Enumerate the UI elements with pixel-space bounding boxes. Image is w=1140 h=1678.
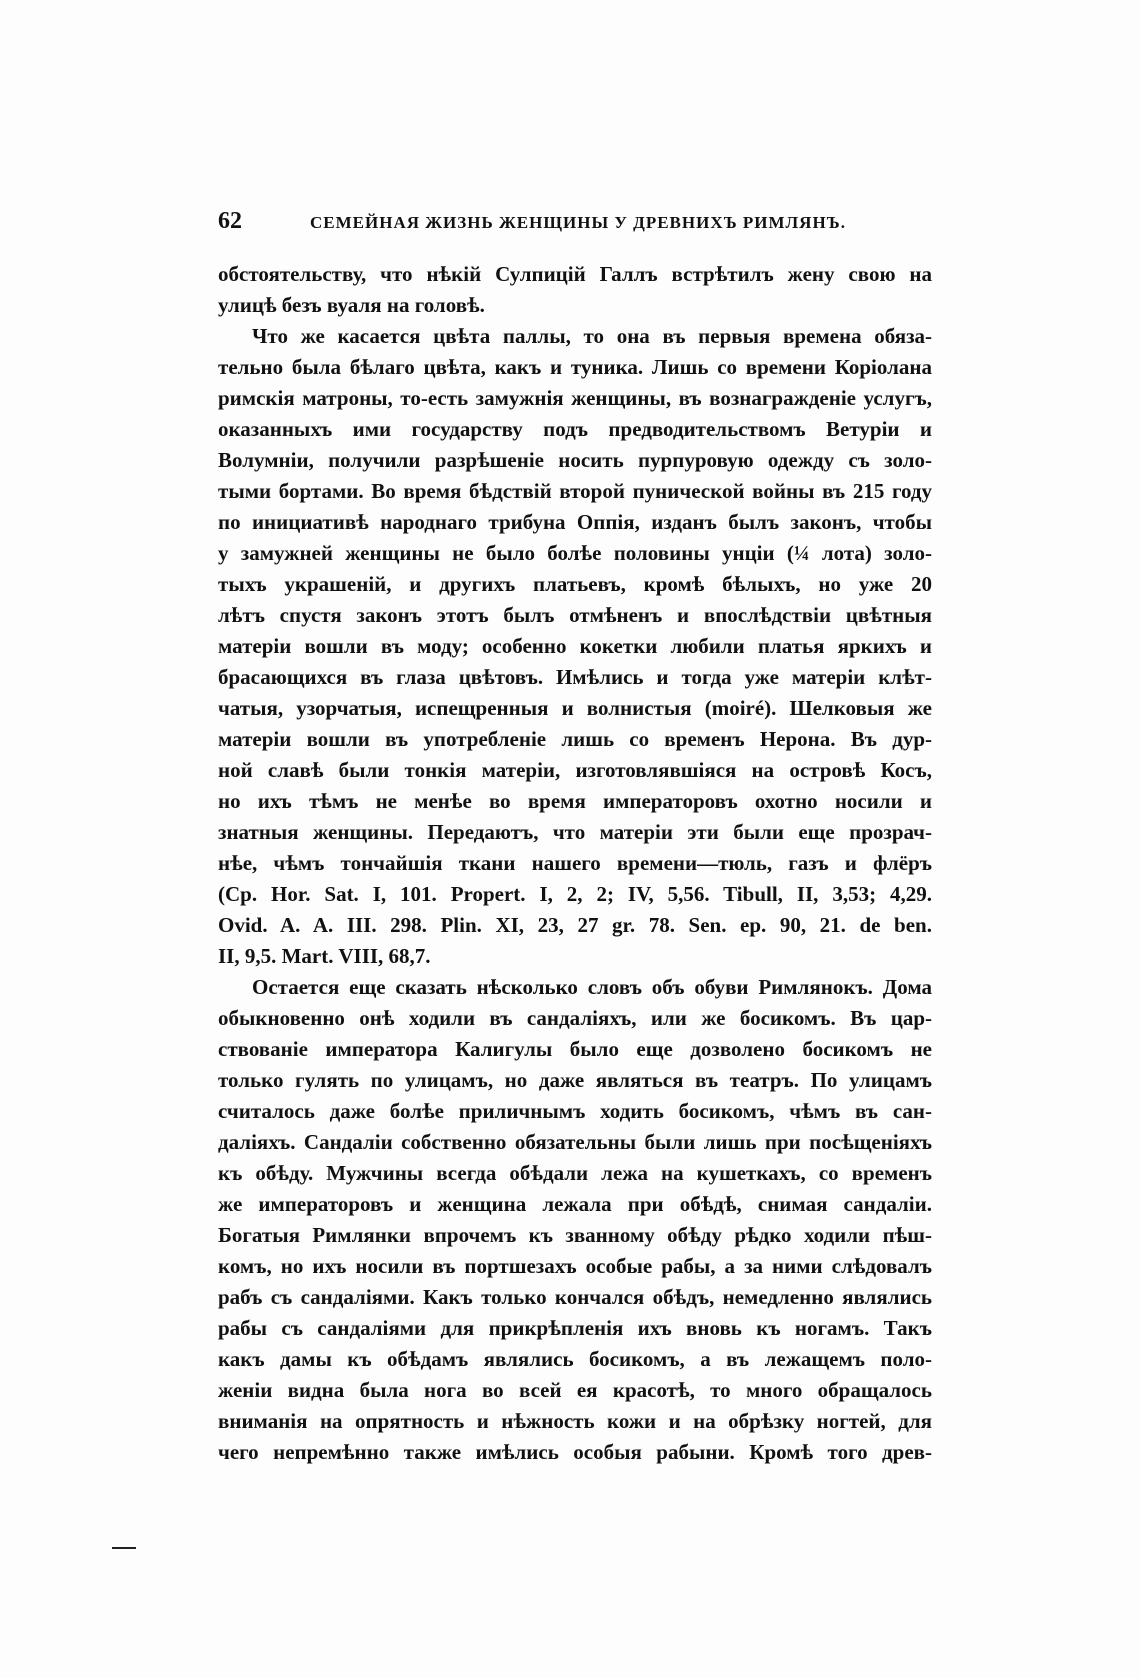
text-line: тыхъ украшеній, и другихъ платьевъ, кромѣ бѣлыхъ, но уже 20: [218, 572, 932, 596]
text-line: обыкновенно онѣ ходили въ сандаліяхъ, или же босикомъ. Въ цар-: [218, 1006, 932, 1030]
text-line: матеріи вошли въ употребленіе лишь со временъ Нерона. Въ дур-: [218, 727, 932, 751]
text-line: Остается еще сказать нѣсколько словъ объ обуви Римлянокъ. Дома: [252, 975, 932, 999]
text-line: же императоровъ и женщина лежала при обѣдѣ, снимая сандаліи.: [218, 1192, 932, 1216]
text-line: тыми бортами. Во время бѣдствій второй пунической войны въ 215 году: [218, 479, 932, 503]
text-line: тельно была бѣлаго цвѣта, какъ и туника. Лишь со времени Коріолана: [218, 355, 932, 379]
text-line: римскія матроны, то-есть замужнія женщины, въ вознагражденіе услугъ,: [218, 386, 932, 410]
text-line: ной славѣ были тонкія матеріи, изготовлявшіяся на островѣ Косъ,: [218, 758, 932, 782]
citation-line: (Ср. Hor. Sat. I, 101. Propert. I, 2, 2; IV, 5,56. Tibull, II, 3,53; 4,29.: [218, 882, 932, 906]
text-line: Волумніи, получили разрѣшеніе носить пурпуровую одежду съ золо-: [218, 448, 932, 472]
text-line: только гулять по улицамъ, но даже являться въ театръ. По улицамъ: [218, 1068, 932, 1092]
text-line: чего непремѣнно также имѣлись особыя рабыни. Кромѣ того древ-: [218, 1440, 932, 1464]
text-line: женіи видна была нога во всей ея красотѣ, то много обращалось: [218, 1378, 932, 1402]
citation-line: Ovid. A. A. III. 298. Plin. XI, 23, 27 gr. 78. Sen. ep. 90, 21. de ben.: [218, 913, 932, 937]
text-line: даліяхъ. Сандаліи собственно обязательны были лишь при посѣщеніяхъ: [218, 1130, 932, 1154]
text-line: какъ дамы къ обѣдамъ являлись босикомъ, а въ лежащемъ поло-: [218, 1347, 932, 1371]
citation-line: II, 9,5. Mart. VIII, 68,7.: [218, 944, 431, 968]
paragraph-continued: [218, 259, 932, 321]
text-line: нѣе, чѣмъ тончайшія ткани нашего времени—тюль, газъ и флёръ: [218, 851, 932, 875]
text-line: комъ, но ихъ носили въ портшезахъ особые рабы, а за ними слѣдовалъ: [218, 1254, 932, 1278]
text-line: лѣтъ спустя законъ этотъ былъ отмѣненъ и впослѣдствіи цвѣтныя: [218, 603, 932, 627]
running-title: СЕМЕЙНАЯ ЖИЗНЬ ЖЕНЩИНЫ У ДРЕВНИХЪ РИМЛЯНЪ.: [310, 213, 846, 232]
scan-artifact-mark: [112, 1547, 136, 1549]
paragraph-footwear: [218, 972, 932, 1468]
text-line: къ обѣду. Мужчины всегда обѣдали лежа на кушеткахъ, со временъ: [218, 1161, 932, 1185]
page-number: 62: [218, 208, 242, 234]
text-line: ствованіе императора Калигулы было еще дозволено босикомъ не: [218, 1037, 932, 1061]
text-line: рабы съ сандаліями для прикрѣпленія ихъ вновь къ ногамъ. Такъ: [218, 1316, 932, 1340]
text-line: улицѣ безъ вуаля на головѣ.: [218, 293, 485, 317]
text-line: чатыя, узорчатыя, испещренныя и волнистыя (moiré). Шелковыя же: [218, 696, 932, 720]
text-line: считалось даже болѣе приличнымъ ходить босикомъ, чѣмъ въ сан-: [218, 1099, 932, 1123]
body-text: [218, 259, 932, 1468]
text-line: обстоятельству, что нѣкій Сулпицій Галлъ встрѣтилъ жену свою на: [218, 262, 932, 286]
text-line: знатныя женщины. Передаютъ, что матеріи эти были еще прозрач-: [218, 820, 932, 844]
text-line: по инициативѣ народнаго трибуна Оппія, изданъ былъ законъ, чтобы: [218, 510, 932, 534]
text-line: у замужней женщины не было болѣе половины унціи (¼ лота) золо-: [218, 541, 932, 565]
text-line: но ихъ тѣмъ не менѣе во время императоровъ охотно носили и: [218, 789, 932, 813]
text-line: Что же касается цвѣта паллы, то она въ первыя времена обяза-: [252, 324, 932, 348]
text-line: оказанныхъ ими государству подъ предводительствомъ Ветуріи и: [218, 417, 932, 441]
text-line: матеріи вошли въ моду; особенно кокетки любили платья яркихъ и: [218, 634, 932, 658]
text-line: вниманія на опрятность и нѣжность кожи и на обрѣзку ногтей, для: [218, 1409, 932, 1433]
text-line: Богатыя Римлянки впрочемъ къ званному обѣду рѣдко ходили пѣш-: [218, 1223, 932, 1247]
text-line: рабъ съ сандаліями. Какъ только кончался обѣдъ, немедленно являлись: [218, 1285, 932, 1309]
page-header: [218, 208, 928, 238]
text-line: брасающихся въ глаза цвѣтовъ. Имѣлись и тогда уже матеріи клѣт-: [218, 665, 932, 689]
paragraph-palla-color: [218, 321, 932, 972]
